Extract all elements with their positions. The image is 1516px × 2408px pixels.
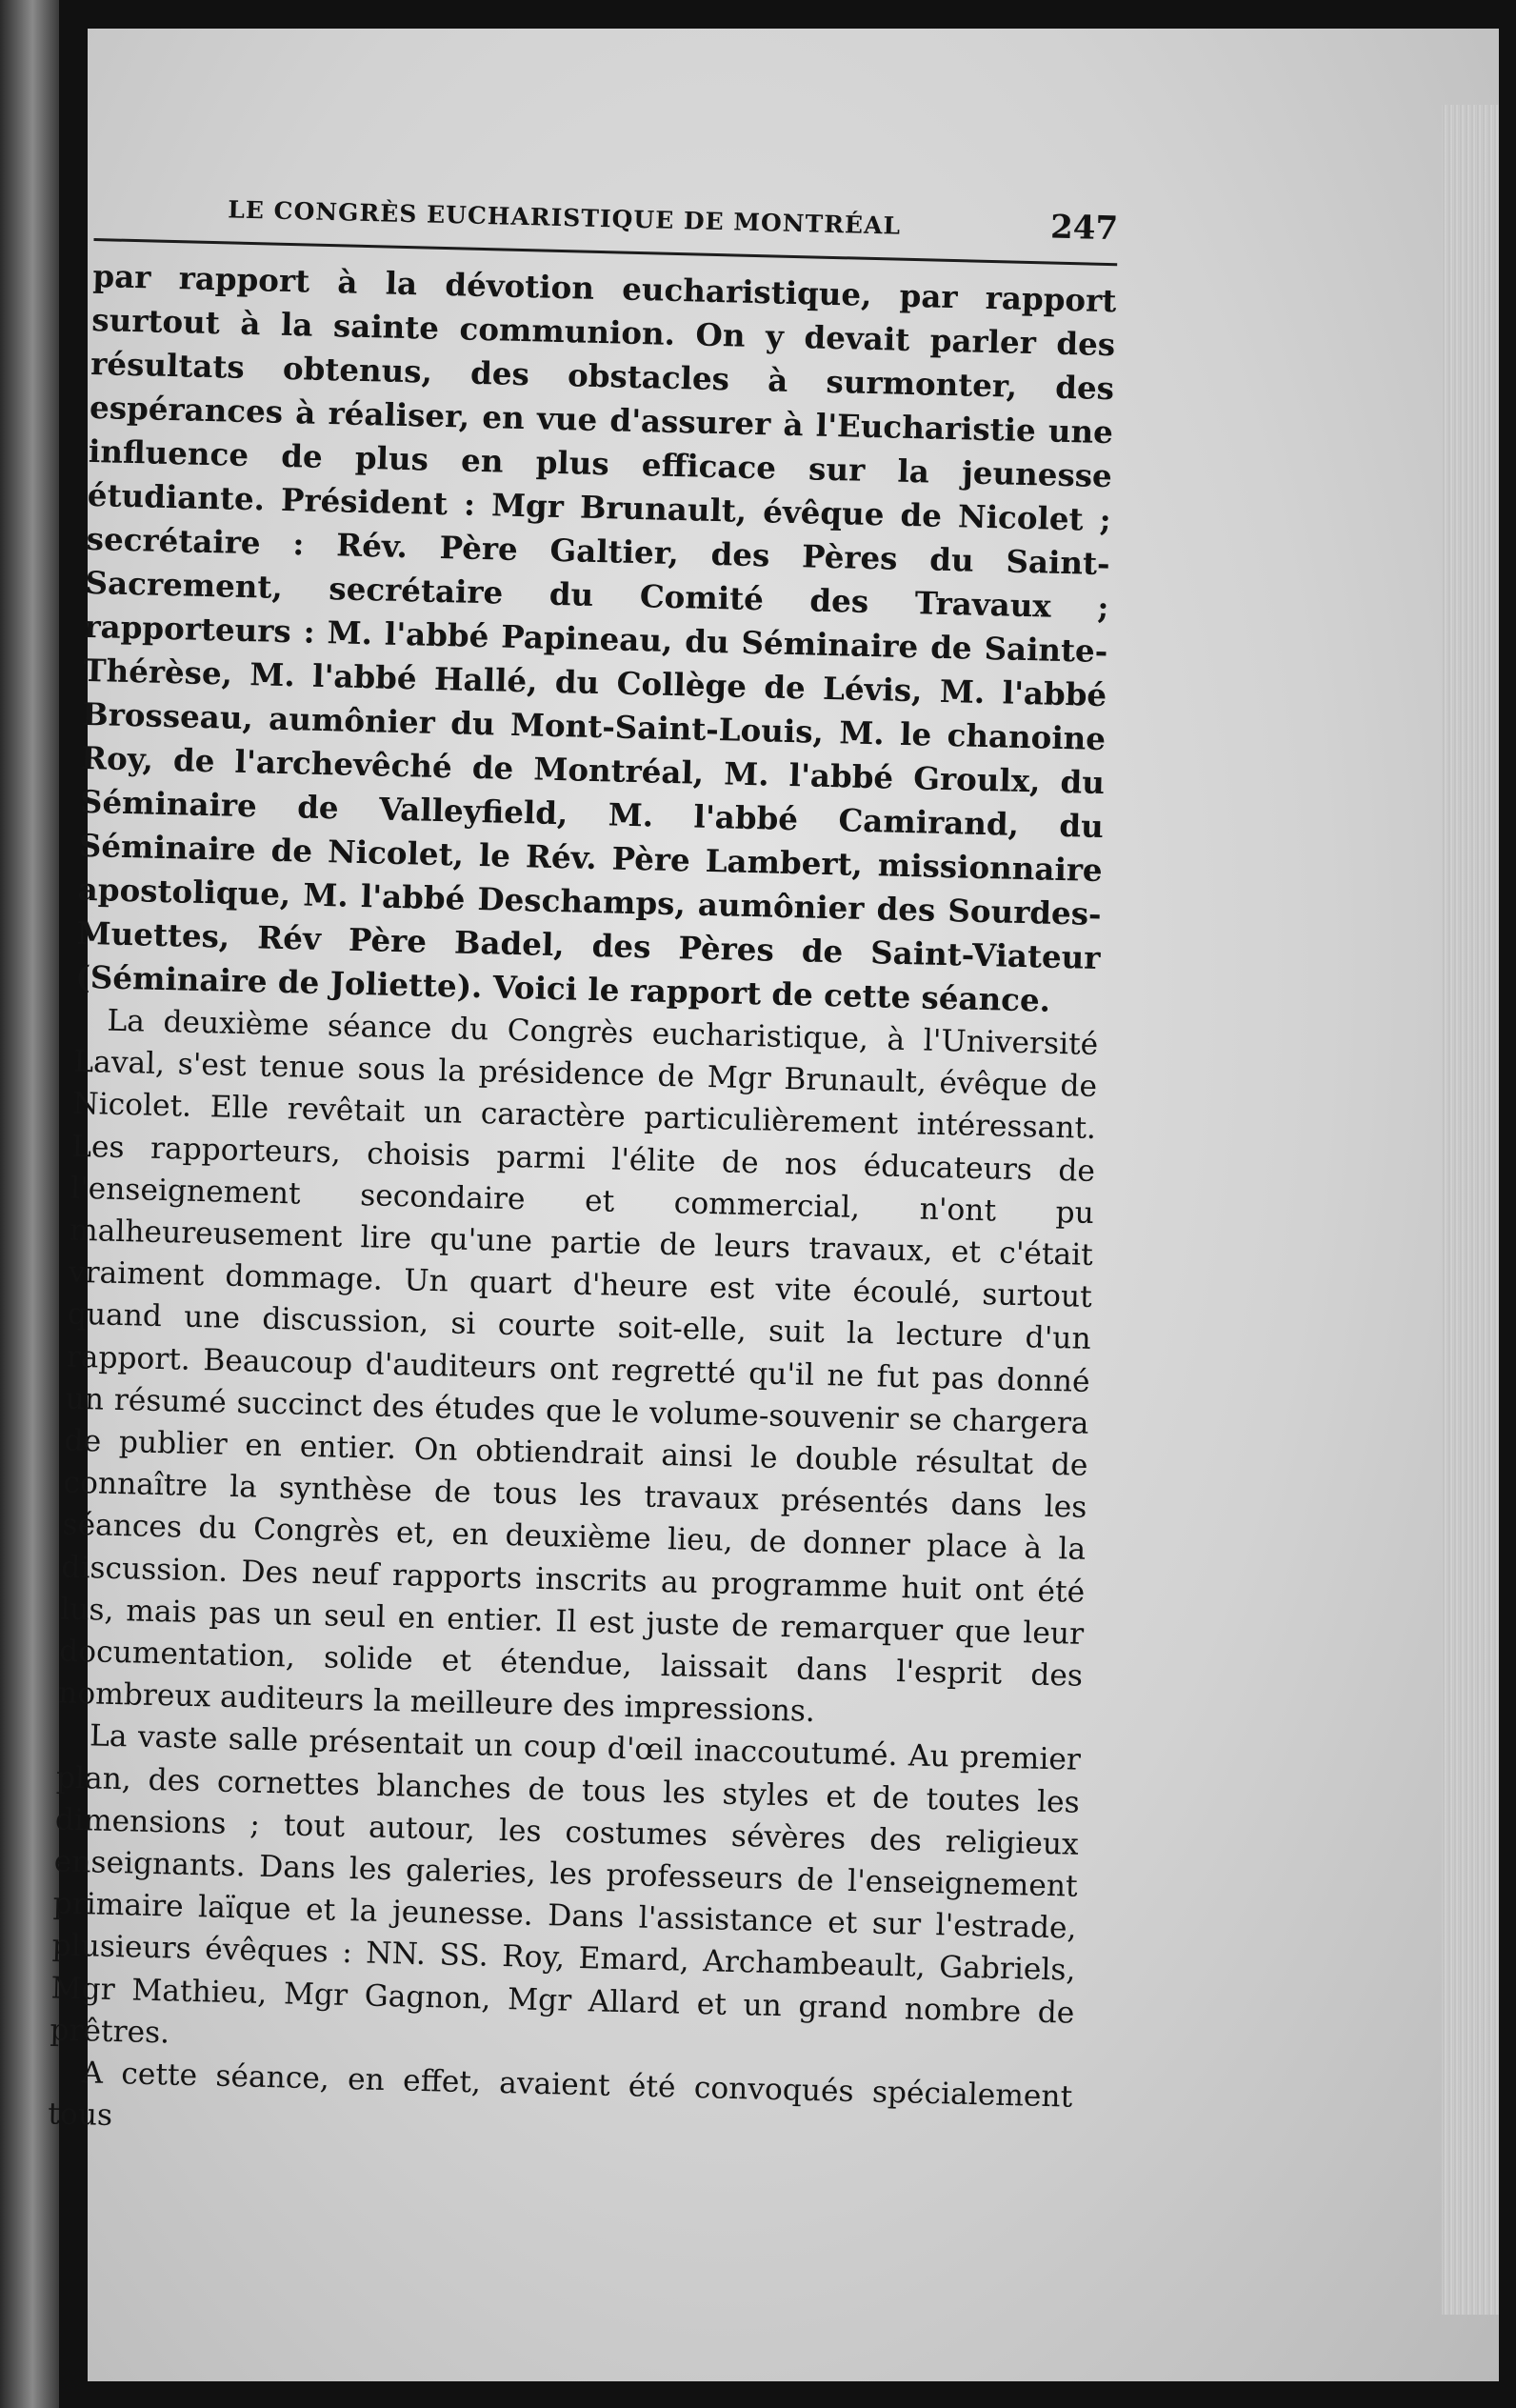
paragraph-convocation: A cette séance, en effet, avaient été convoqués spécialement tous	[47, 2056, 1073, 2134]
paragraph-continued: par rapport à la dévotion eucharistique, par rapport surtout à la sainte communion. On y devait parler des résultats obtenus, des obstacles à surmonter, des espérances à réaliser, en vue d'assurer à l'Eucharistie une influence de plus en plus efficace sur la jeunesse étudiante. Président : Mgr Brunault, évêque de Nicolet ; secrétaire : Rév. Père Galtier, des Pères du Saint-Sacrement, secrétaire du Comité des Travaux ; rapporteurs : M. l'abbé Papineau, du Séminaire de Sainte-Thérèse, M. l'abbé Hallé, du Collège de Lévis, M. l'abbé Brosseau, aumônier du Mont-Saint-Louis, M. le chanoine Roy, de l'archevêché de Montréal, M. l'abbé Groulx, du Séminaire de Valleyfield, M. l'abbé Camirand, du Séminaire de Nicolet, le Rév. Père Lambert, missionnaire apostolique, M. l'abbé Deschamps, aumônier des Sourdes-Muettes, Rév Père Badel, des Pères de Saint-Viateur (Séminaire de Joliette). Voici le rapport de cette séance.	[75, 256, 1117, 1019]
page-stack-edges	[1442, 105, 1499, 2315]
running-title: LE CONGRÈS EUCHARISTIQUE DE MONTRÉAL	[227, 195, 902, 240]
page-content	[48, 181, 1119, 2160]
paragraph-second-session: La deuxième séance du Congrès eucharistique, à l'Université Laval, s'est tenue sous la présidence de Mgr Brunault, évêque de Nicolet. Elle revêtait un caractère particulièrement intéressant. Les rapporteurs, choisis parmi l'élite de nos éducateurs de l'enseignement secondaire et commercial, n'ont pu malheureusement lire qu'une partie de leurs travaux, et c'était vraiment dommage. Un quart d'heure est vite écoulé, surtout quand une discussion, si courte soit-elle, suit la lecture d'un rapport. Beaucoup d'auditeurs ont regretté qu'il ne fut pas donné un résumé succinct des études que le volume-souvenir se chargera de publier en entier. On obtiendrait ainsi le double résultat de connaître la synthèse de tous les travaux présentés dans les séances du Congrès et, en deuxième lieu, de donner place à la discussion. Des neuf rapports inscrits au programme huit ont été lus, mais pas un seul en entier. Il est juste de remarquer que leur documentation, solide et étendue, laissait dans l'esprit des nombreux auditeurs la meilleure des impressions.	[57, 1003, 1099, 1730]
page-number: 247	[1049, 208, 1119, 249]
paragraph-hall-description: La vaste salle présentait un coup d'œil inaccoutumé. Au premier plan, des cornettes blanches de tous les styles et de toutes les dimensions ; tout autour, les costumes sévères des religieux enseignants. Dans les galeries, les professeurs de l'enseignement primaire laïque et la jeunesse. Dans l'assistance et sur l'estrade, plusieurs évêques : NN. SS. Roy, Emard, Archambeault, Gabriels, Mgr Mathieu, Mgr Gagnon, Mgr Allard et un grand nombre de prêtres.	[50, 1718, 1082, 2051]
